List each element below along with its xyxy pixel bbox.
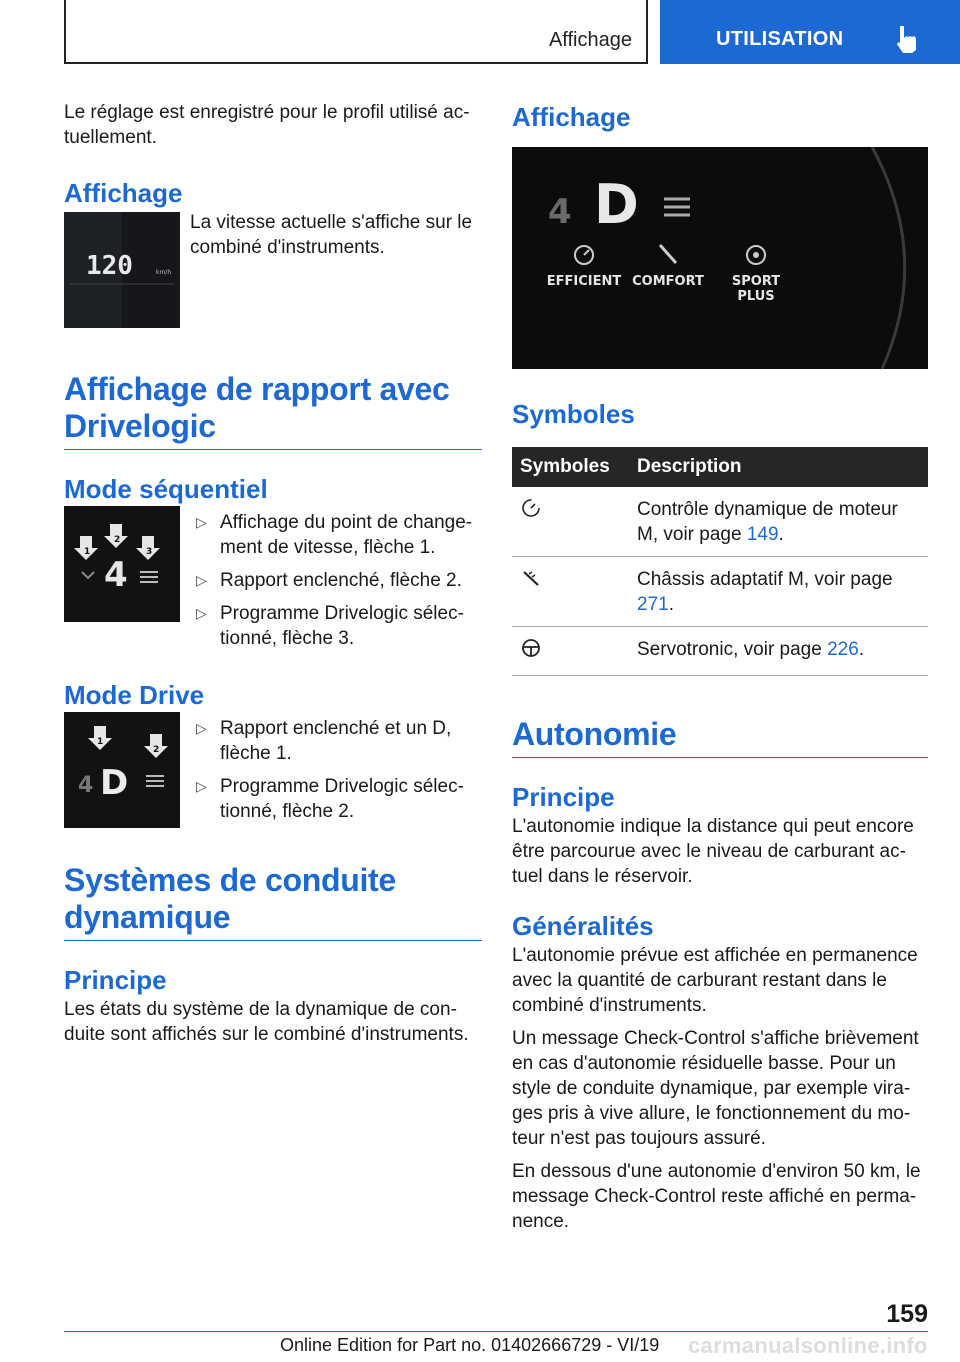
arrow-label-3: 3 — [146, 547, 153, 557]
sequential-mode-image — [64, 506, 180, 622]
list-item: ▷ Programme Drivelogic sélec-tionné, flèche 2. — [196, 776, 464, 822]
table-row: Servotronic, voir page 226. — [512, 627, 928, 676]
list-item: ▷ Rapport enclenché et un D, flèche 1. — [196, 718, 452, 764]
arrow-label-2: 2 — [114, 535, 121, 545]
drive-list — [190, 716, 482, 832]
systemes-heading: Systèmes de conduite dynamique — [64, 862, 396, 935]
header-section-box — [64, 0, 648, 64]
list-item: ▷ Programme Drivelogic sélec-tionné, flèche 3. — [196, 603, 464, 649]
generalites-text-3: En dessous d'une autonomie d'environ 50 km, le message Check-Control reste affiché en perma-nence. — [512, 1161, 921, 1232]
page-link[interactable]: 271 — [637, 594, 669, 615]
page-link[interactable]: 149 — [746, 524, 779, 545]
intro-text: Le réglage est enregistré pour le profil utilisé ac-tuellement. — [64, 102, 470, 148]
list-item: ▷ Rapport enclenché, flèche 2. — [196, 570, 462, 591]
right-affichage-heading: Affichage — [512, 102, 631, 132]
list-item: ▷ Affichage du point de change-ment de vitesse, flèche 1. — [196, 512, 473, 558]
arrow-label-1: 1 — [84, 547, 91, 557]
symboles-heading: Symboles — [512, 399, 635, 429]
generalites-heading: Généralités — [512, 911, 654, 941]
page-number: 159 — [886, 1300, 928, 1328]
table-row: Contrôle dynamique de moteur M, voir page 149. — [512, 487, 928, 557]
speed-value: 120 — [86, 251, 133, 281]
header-chapter-label: UTILISATION — [716, 28, 844, 50]
hand-pointer-icon — [894, 24, 920, 54]
mode-efficient: EFFICIENT — [546, 274, 622, 289]
affichage-text: La vitesse actuelle s'affiche sur le combiné d'instruments. — [190, 212, 473, 258]
drive-mode: D — [100, 763, 129, 803]
symbols-table — [512, 447, 928, 676]
autonomie-principe-text: L'autonomie indique la distance qui peut encore être parcourue avec le niveau de carburant ac-tuel dans le réservoir. — [512, 816, 914, 887]
footer-rule — [64, 1331, 928, 1332]
triangle-bullet-icon: ▷ — [196, 605, 207, 621]
drivelogic-rule — [64, 449, 482, 450]
generalites-text-2: Un message Check-Control s'affiche brièvement en cas d'autonomie résiduelle basse. Pour un style de conduite dynamique, par exemple vira-ges pris à vive allure, le fonctionnement du mo-teur n'est pas toujours assuré. — [512, 1028, 919, 1149]
sequential-gear: 4 — [104, 555, 128, 595]
sequentiel-heading: Mode séquentiel — [64, 474, 268, 504]
column-header-description: Description — [629, 447, 928, 487]
damper-icon — [520, 567, 542, 589]
drive-gear: 4 — [78, 773, 94, 798]
affichage-heading: Affichage — [64, 178, 183, 208]
autonomie-rule — [512, 757, 928, 758]
page-link[interactable]: 226 — [827, 639, 859, 660]
generalites-text-1: L'autonomie prévue est affichée en permanence avec la quantité de carburant restant dans le combiné d'instruments. — [512, 945, 918, 1016]
steering-wheel-icon — [520, 637, 542, 659]
drive-mode-image — [64, 712, 180, 828]
triangle-bullet-icon: ▷ — [196, 778, 207, 794]
arrow-label-1: 1 — [97, 737, 104, 747]
driving-modes-image — [512, 147, 928, 369]
header-section-title: Affichage — [548, 29, 632, 51]
drive-heading: Mode Drive — [64, 680, 205, 710]
autonomie-principe-heading: Principe — [512, 782, 615, 812]
table-row: Châssis adaptatif M, voir page 271. — [512, 557, 928, 627]
systemes-principe-text: Les états du système de la dynamique de con-duite sont affichés sur le combiné d'instruments. — [64, 999, 469, 1045]
speed-display-image — [64, 212, 180, 328]
footer-watermark: carmanualsonline.info — [688, 1333, 928, 1358]
triangle-bullet-icon: ▷ — [196, 572, 207, 588]
systemes-principe-heading: Principe — [64, 965, 167, 995]
arrow-label-2: 2 — [153, 745, 160, 755]
column-header-symboles: Symboles — [512, 447, 629, 487]
mode-plus: PLUS — [737, 289, 775, 304]
mode-comfort: COMFORT — [632, 274, 704, 289]
left-column — [64, 100, 482, 1047]
display-mode: D — [594, 173, 639, 236]
drivelogic-heading: Affichage de rapport avec Drivelogic — [64, 371, 450, 444]
header-chapter-tab[interactable] — [660, 0, 960, 64]
gauge-icon — [520, 497, 542, 519]
speed-unit: km/h — [156, 269, 172, 276]
triangle-bullet-icon: ▷ — [196, 514, 207, 530]
mode-sport: SPORT — [731, 274, 781, 289]
display-gear: 4 — [548, 192, 572, 232]
right-column — [512, 100, 928, 1234]
autonomie-heading: Autonomie — [512, 716, 677, 752]
triangle-bullet-icon: ▷ — [196, 720, 207, 736]
sequential-list — [190, 510, 482, 659]
systemes-rule — [64, 940, 482, 941]
footer-edition: Online Edition for Part no. 01402666729 - VI/19 — [280, 1335, 660, 1355]
